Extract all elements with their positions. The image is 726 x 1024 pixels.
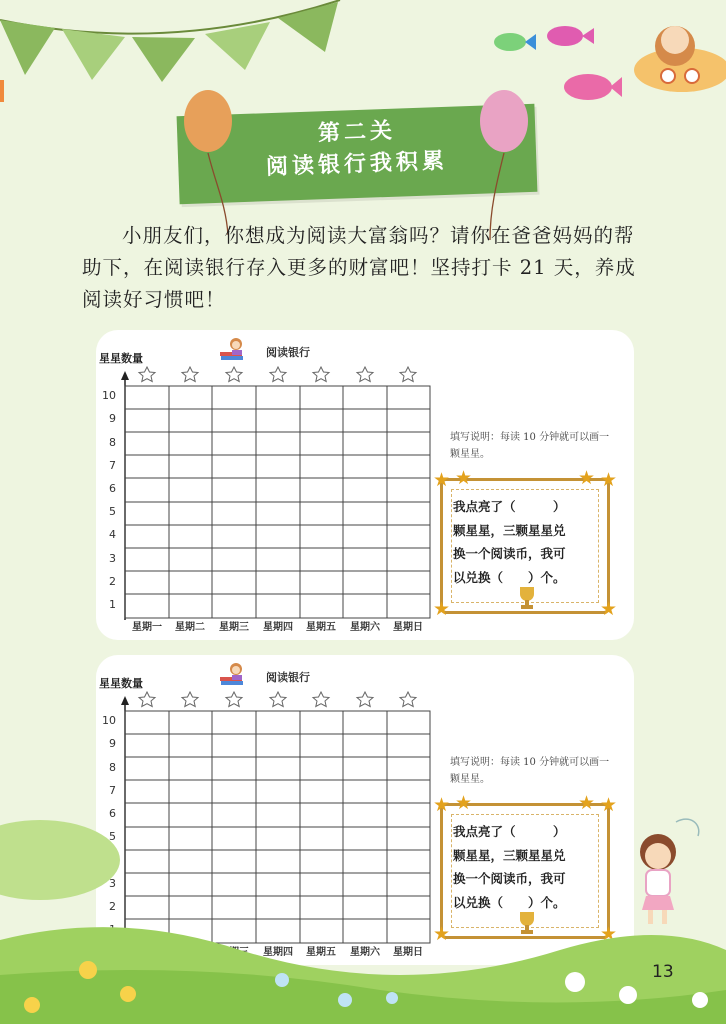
y-tick: 3 bbox=[109, 552, 116, 565]
instructions-text: 填写说明：每读 10 分钟就可以画一颗星星。 bbox=[450, 432, 610, 460]
exchange-frame bbox=[433, 467, 617, 620]
day-label: 星期四 bbox=[263, 622, 293, 633]
star-outline-icon bbox=[139, 367, 155, 382]
exchange-line: 以兑换（ ）个。 bbox=[453, 894, 566, 910]
corner-star-icon: ★ bbox=[577, 792, 595, 814]
chart-title: 阅读银行 bbox=[266, 346, 310, 359]
y-tick: 7 bbox=[109, 459, 116, 472]
exchange-line: 颗星星，三颗星星兑 bbox=[453, 522, 566, 538]
corner-star-icon: ★ bbox=[433, 469, 451, 491]
y-tick: 9 bbox=[109, 737, 116, 750]
star-outline-icon bbox=[313, 692, 329, 707]
day-label: 星期六 bbox=[350, 947, 380, 958]
star-outline-icon bbox=[357, 692, 373, 707]
star-outline-icon bbox=[226, 692, 242, 707]
corner-star-icon: ★ bbox=[599, 469, 617, 491]
corner-star-icon: ★ bbox=[577, 467, 595, 489]
corner-star-icon: ★ bbox=[599, 923, 617, 945]
corner-star-icon: ★ bbox=[599, 794, 617, 816]
y-tick: 10 bbox=[102, 389, 116, 402]
exchange-line: 换一个阅读币，我可 bbox=[453, 546, 566, 561]
star-outline-icon bbox=[270, 367, 286, 382]
day-label: 星期四 bbox=[263, 947, 293, 958]
trophy-icon bbox=[516, 585, 538, 611]
corner-star-icon: ★ bbox=[455, 792, 473, 814]
day-label: 星期二 bbox=[175, 622, 205, 633]
star-outline-icon bbox=[313, 367, 329, 382]
grass-meadow-decoration bbox=[0, 800, 726, 1024]
star-outline-icon bbox=[270, 692, 286, 707]
page-number: 13 bbox=[652, 962, 674, 982]
y-tick: 5 bbox=[109, 830, 116, 843]
instructions-text: 填写说明：每读 10 分钟就可以画一颗星星。 bbox=[450, 757, 610, 785]
banner-line2: 阅读银行我积累 bbox=[265, 148, 449, 181]
star-outline-icon bbox=[400, 367, 416, 382]
exchange-line: 我点亮了（ ） bbox=[453, 824, 566, 839]
star-outline-icon bbox=[400, 692, 416, 707]
exchange-line: 颗星星，三颗星星兑 bbox=[453, 847, 566, 863]
corner-star-icon: ★ bbox=[599, 598, 617, 620]
y-tick: 3 bbox=[109, 877, 116, 890]
exchange-text bbox=[453, 495, 603, 589]
star-outline-icon bbox=[226, 367, 242, 382]
y-tick: 5 bbox=[109, 505, 116, 518]
day-label: 星期日 bbox=[393, 947, 423, 958]
corner-star-icon: ★ bbox=[433, 598, 451, 620]
y-axis-arrow-icon bbox=[121, 371, 129, 380]
y-tick: 6 bbox=[109, 807, 116, 820]
y-tick: 7 bbox=[109, 784, 116, 797]
corner-star-icon: ★ bbox=[433, 923, 451, 945]
y-axis-title: 星星数量 bbox=[99, 352, 143, 365]
y-tick: 2 bbox=[109, 900, 116, 913]
exchange-line: 以兑换（ ）个。 bbox=[453, 569, 566, 585]
corner-star-icon: ★ bbox=[455, 467, 473, 489]
star-outline-icon bbox=[182, 692, 198, 707]
y-tick: 1 bbox=[109, 598, 116, 611]
y-tick: 8 bbox=[109, 761, 116, 774]
y-tick: 6 bbox=[109, 482, 116, 495]
intro-paragraph: 小朋友们，你想成为阅读大富翁吗？请你在爸爸妈妈的帮助下，在阅读银行存入更多的财富吧！坚持打卡 21 天，养成阅读好习惯吧！ bbox=[82, 224, 636, 311]
star-outline-icon bbox=[182, 367, 198, 382]
exchange-line: 我点亮了（ ） bbox=[453, 499, 566, 514]
exchange-line: 换一个阅读币，我可 bbox=[453, 871, 566, 886]
banner-line1: 第二关 bbox=[317, 118, 397, 147]
day-label: 星期五 bbox=[306, 622, 336, 633]
y-tick: 9 bbox=[109, 412, 116, 425]
day-label: 星期一 bbox=[132, 622, 162, 633]
corner-star-icon: ★ bbox=[433, 794, 451, 816]
day-label: 星期三 bbox=[219, 622, 249, 633]
reading-bank-card-1 bbox=[96, 330, 634, 640]
bunting-decoration bbox=[0, 0, 360, 90]
y-tick: 4 bbox=[109, 528, 116, 541]
y-axis-title: 星星数量 bbox=[99, 677, 143, 690]
y-axis-arrow-icon bbox=[121, 696, 129, 705]
day-label: 星期日 bbox=[393, 622, 423, 633]
day-label: 星期六 bbox=[350, 622, 380, 633]
y-tick: 8 bbox=[109, 436, 116, 449]
star-grid-chart bbox=[96, 330, 441, 640]
day-label: 星期五 bbox=[306, 947, 336, 958]
star-outline-icon bbox=[357, 367, 373, 382]
y-tick: 10 bbox=[102, 714, 116, 727]
chart-title: 阅读银行 bbox=[266, 671, 310, 684]
star-outline-icon bbox=[139, 692, 155, 707]
y-tick: 2 bbox=[109, 575, 116, 588]
